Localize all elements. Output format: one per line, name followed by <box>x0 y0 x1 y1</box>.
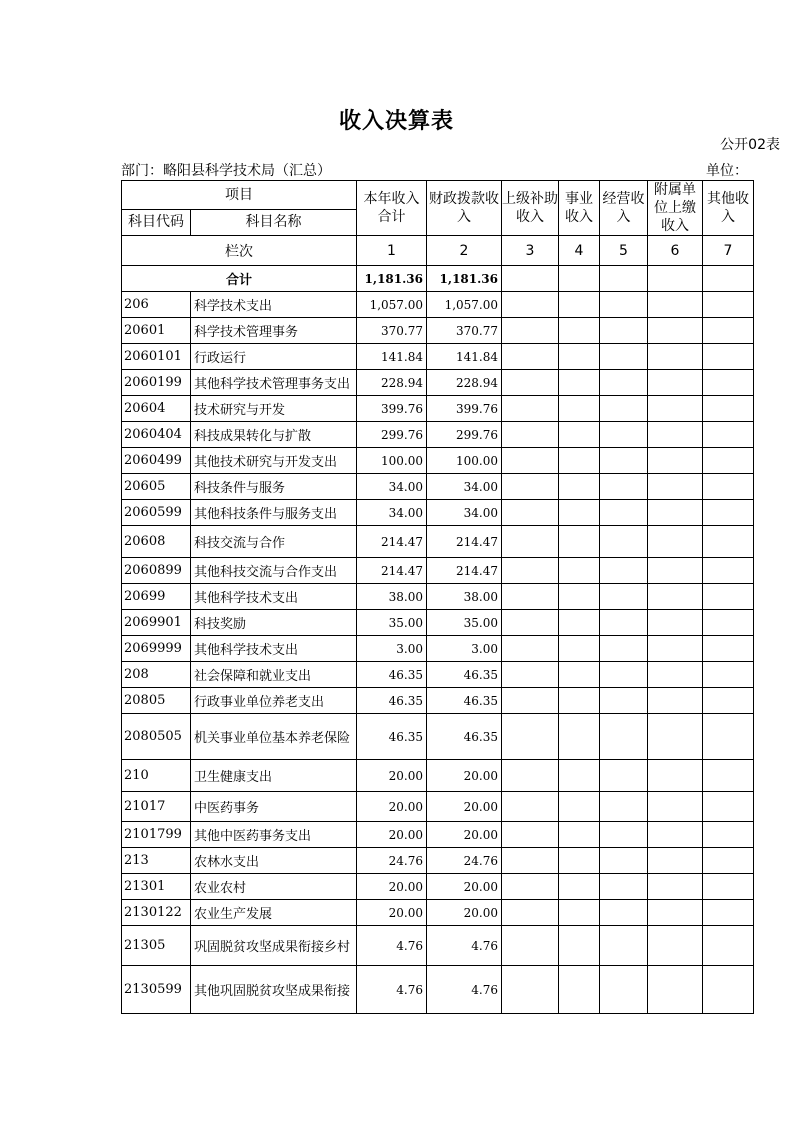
empty-cell <box>559 822 600 848</box>
empty-cell <box>703 662 754 688</box>
total-col2: 1,181.36 <box>427 266 502 292</box>
table-row <box>122 370 754 396</box>
row-fiscal-income: 20.00 <box>427 822 502 848</box>
row-fiscal-income: 370.77 <box>427 318 502 344</box>
row-total-income: 4.76 <box>357 966 427 1014</box>
empty-cell <box>502 966 559 1014</box>
row-fiscal-income: 228.94 <box>427 370 502 396</box>
header-col3: 上级补助收入 <box>502 181 559 236</box>
table-row <box>122 422 754 448</box>
empty-cell <box>703 688 754 714</box>
table-row <box>122 714 754 760</box>
empty-cell <box>703 760 754 792</box>
empty-cell <box>502 900 559 926</box>
header-item: 项目 <box>122 181 357 210</box>
empty-cell <box>648 714 703 760</box>
empty-cell <box>600 558 648 584</box>
row-total-income: 228.94 <box>357 370 427 396</box>
col-index: 3 <box>502 236 559 266</box>
row-fiscal-income: 35.00 <box>427 610 502 636</box>
empty-cell <box>648 688 703 714</box>
row-code: 2060599 <box>122 500 191 526</box>
row-name: 科技成果转化与扩散 <box>191 422 357 448</box>
empty-cell <box>600 760 648 792</box>
row-total-income: 370.77 <box>357 318 427 344</box>
row-name: 其他巩固脱贫攻坚成果衔接 <box>191 966 357 1014</box>
empty-cell <box>703 526 754 558</box>
row-name: 机关事业单位基本养老保险 <box>191 714 357 760</box>
empty-cell <box>703 422 754 448</box>
empty-cell <box>559 422 600 448</box>
empty-cell <box>559 610 600 636</box>
table-row <box>122 318 754 344</box>
empty-cell <box>559 848 600 874</box>
empty-cell <box>600 526 648 558</box>
row-code: 210 <box>122 760 191 792</box>
empty-cell <box>600 448 648 474</box>
empty-cell <box>648 422 703 448</box>
row-name: 其他科学技术支出 <box>191 584 357 610</box>
row-name: 其他中医药事务支出 <box>191 822 357 848</box>
empty-cell <box>559 318 600 344</box>
empty-cell <box>648 926 703 966</box>
form-number: 公开02表 <box>720 137 780 153</box>
empty-cell <box>559 584 600 610</box>
empty-cell <box>703 474 754 500</box>
row-name: 农业生产发展 <box>191 900 357 926</box>
empty-cell <box>502 448 559 474</box>
row-code: 2130599 <box>122 966 191 1014</box>
empty-cell <box>648 318 703 344</box>
empty-cell <box>648 610 703 636</box>
empty-cell <box>703 584 754 610</box>
row-total-income: 46.35 <box>357 662 427 688</box>
empty-cell <box>502 822 559 848</box>
empty-cell <box>502 558 559 584</box>
empty-cell <box>559 344 600 370</box>
row-total-income: 24.76 <box>357 848 427 874</box>
row-fiscal-income: 20.00 <box>427 792 502 822</box>
row-total-income: 20.00 <box>357 760 427 792</box>
row-fiscal-income: 399.76 <box>427 396 502 422</box>
page-title: 收入决算表 <box>338 109 454 134</box>
col-index: 5 <box>600 236 648 266</box>
row-code: 20605 <box>122 474 191 500</box>
empty-cell <box>502 848 559 874</box>
empty-cell <box>648 396 703 422</box>
table-row <box>122 526 754 558</box>
row-total-income: 399.76 <box>357 396 427 422</box>
empty-cell <box>600 636 648 662</box>
table-row <box>122 874 754 900</box>
row-fiscal-income: 38.00 <box>427 584 502 610</box>
empty-cell <box>703 610 754 636</box>
empty-cell <box>559 966 600 1014</box>
empty-cell <box>703 966 754 1014</box>
empty-cell <box>600 926 648 966</box>
total-col1: 1,181.36 <box>357 266 427 292</box>
empty-cell <box>559 396 600 422</box>
empty-cell <box>703 370 754 396</box>
row-name: 农业农村 <box>191 874 357 900</box>
row-fiscal-income: 46.35 <box>427 714 502 760</box>
row-total-income: 299.76 <box>357 422 427 448</box>
row-fiscal-income: 4.76 <box>427 966 502 1014</box>
row-total-income: 38.00 <box>357 584 427 610</box>
row-code: 2080505 <box>122 714 191 760</box>
empty-cell <box>648 344 703 370</box>
table-row <box>122 558 754 584</box>
income-table <box>121 180 754 1014</box>
empty-cell <box>648 370 703 396</box>
row-fiscal-income: 214.47 <box>427 558 502 584</box>
row-fiscal-income: 46.35 <box>427 662 502 688</box>
row-total-income: 141.84 <box>357 344 427 370</box>
empty-cell <box>559 900 600 926</box>
row-fiscal-income: 20.00 <box>427 900 502 926</box>
row-name: 科技奖励 <box>191 610 357 636</box>
header-col2: 财政拨款收入 <box>427 181 502 236</box>
row-code: 21305 <box>122 926 191 966</box>
empty-cell <box>648 900 703 926</box>
empty-cell <box>703 558 754 584</box>
row-name: 其他科学技术管理事务支出 <box>191 370 357 396</box>
row-total-income: 46.35 <box>357 688 427 714</box>
row-total-income: 20.00 <box>357 792 427 822</box>
empty-cell <box>502 266 559 292</box>
row-total-income: 20.00 <box>357 900 427 926</box>
empty-cell <box>648 822 703 848</box>
department-label: 部门：略阳县科学技术局（汇总） <box>121 163 331 179</box>
empty-cell <box>502 370 559 396</box>
table-row <box>122 792 754 822</box>
empty-cell <box>502 526 559 558</box>
empty-cell <box>502 422 559 448</box>
row-fiscal-income: 34.00 <box>427 500 502 526</box>
row-name: 其他技术研究与开发支出 <box>191 448 357 474</box>
empty-cell <box>600 500 648 526</box>
row-name: 科学技术管理事务 <box>191 318 357 344</box>
row-fiscal-income: 46.35 <box>427 688 502 714</box>
table-row <box>122 344 754 370</box>
row-code: 2101799 <box>122 822 191 848</box>
empty-cell <box>600 370 648 396</box>
row-code: 2060101 <box>122 344 191 370</box>
row-code: 20805 <box>122 688 191 714</box>
col-index: 7 <box>703 236 754 266</box>
row-total-income: 214.47 <box>357 558 427 584</box>
row-total-income: 46.35 <box>357 714 427 760</box>
empty-cell <box>502 688 559 714</box>
row-code: 208 <box>122 662 191 688</box>
table-row <box>122 636 754 662</box>
empty-cell <box>600 266 648 292</box>
table-row <box>122 448 754 474</box>
empty-cell <box>600 584 648 610</box>
row-name: 中医药事务 <box>191 792 357 822</box>
empty-cell <box>559 526 600 558</box>
row-name: 技术研究与开发 <box>191 396 357 422</box>
empty-cell <box>648 848 703 874</box>
row-code: 2069901 <box>122 610 191 636</box>
empty-cell <box>600 966 648 1014</box>
col-index: 1 <box>357 236 427 266</box>
row-name: 其他科技条件与服务支出 <box>191 500 357 526</box>
total-label: 合计 <box>122 266 357 292</box>
row-code: 20608 <box>122 526 191 558</box>
empty-cell <box>648 500 703 526</box>
row-fiscal-income: 214.47 <box>427 526 502 558</box>
empty-cell <box>559 792 600 822</box>
table-row <box>122 396 754 422</box>
row-name: 其他科技交流与合作支出 <box>191 558 357 584</box>
row-total-income: 34.00 <box>357 474 427 500</box>
empty-cell <box>502 318 559 344</box>
header-col5: 经营收入 <box>600 181 648 236</box>
empty-cell <box>648 966 703 1014</box>
empty-cell <box>502 584 559 610</box>
empty-cell <box>600 610 648 636</box>
table-row <box>122 500 754 526</box>
empty-cell <box>703 266 754 292</box>
empty-cell <box>502 396 559 422</box>
row-code: 20699 <box>122 584 191 610</box>
empty-cell <box>703 344 754 370</box>
row-fiscal-income: 24.76 <box>427 848 502 874</box>
total-row <box>122 266 754 292</box>
empty-cell <box>559 474 600 500</box>
empty-cell <box>703 714 754 760</box>
table-row <box>122 610 754 636</box>
header-name: 科目名称 <box>191 209 357 235</box>
row-fiscal-income: 1,057.00 <box>427 292 502 318</box>
empty-cell <box>502 636 559 662</box>
empty-cell <box>559 558 600 584</box>
table-row <box>122 688 754 714</box>
row-total-income: 20.00 <box>357 822 427 848</box>
empty-cell <box>600 292 648 318</box>
row-total-income: 34.00 <box>357 500 427 526</box>
row-name: 农林水支出 <box>191 848 357 874</box>
empty-cell <box>703 926 754 966</box>
table-row <box>122 292 754 318</box>
empty-cell <box>703 292 754 318</box>
empty-cell <box>600 714 648 760</box>
empty-cell <box>600 662 648 688</box>
row-code: 20604 <box>122 396 191 422</box>
row-code: 2069999 <box>122 636 191 662</box>
row-total-income: 4.76 <box>357 926 427 966</box>
empty-cell <box>703 500 754 526</box>
empty-cell <box>600 344 648 370</box>
empty-cell <box>703 848 754 874</box>
row-code: 2130122 <box>122 900 191 926</box>
empty-cell <box>703 792 754 822</box>
empty-cell <box>703 448 754 474</box>
empty-cell <box>648 792 703 822</box>
table-row <box>122 966 754 1014</box>
empty-cell <box>648 474 703 500</box>
empty-cell <box>600 822 648 848</box>
row-total-income: 100.00 <box>357 448 427 474</box>
empty-cell <box>648 760 703 792</box>
empty-cell <box>502 292 559 318</box>
empty-cell <box>559 500 600 526</box>
empty-cell <box>648 266 703 292</box>
table-row <box>122 584 754 610</box>
empty-cell <box>559 370 600 396</box>
empty-cell <box>600 848 648 874</box>
empty-cell <box>703 822 754 848</box>
row-code: 2060199 <box>122 370 191 396</box>
empty-cell <box>600 474 648 500</box>
empty-cell <box>600 900 648 926</box>
empty-cell <box>559 874 600 900</box>
row-code: 2060404 <box>122 422 191 448</box>
empty-cell <box>502 474 559 500</box>
empty-cell <box>703 874 754 900</box>
empty-cell <box>703 318 754 344</box>
empty-cell <box>559 714 600 760</box>
table-row <box>122 474 754 500</box>
empty-cell <box>600 874 648 900</box>
table-row <box>122 662 754 688</box>
row-fiscal-income: 20.00 <box>427 760 502 792</box>
row-code: 20601 <box>122 318 191 344</box>
table-row <box>122 848 754 874</box>
empty-cell <box>502 760 559 792</box>
row-code: 21301 <box>122 874 191 900</box>
row-total-income: 20.00 <box>357 874 427 900</box>
empty-cell <box>559 292 600 318</box>
header-col6: 附属单位上缴收入 <box>648 181 703 236</box>
row-name: 其他科学技术支出 <box>191 636 357 662</box>
col-index: 6 <box>648 236 703 266</box>
header-lanci: 栏次 <box>122 236 357 266</box>
row-name: 科技交流与合作 <box>191 526 357 558</box>
empty-cell <box>559 760 600 792</box>
empty-cell <box>559 688 600 714</box>
col-index: 2 <box>427 236 502 266</box>
row-name: 巩固脱贫攻坚成果衔接乡村 <box>191 926 357 966</box>
empty-cell <box>600 318 648 344</box>
empty-cell <box>648 526 703 558</box>
empty-cell <box>559 266 600 292</box>
empty-cell <box>502 874 559 900</box>
row-fiscal-income: 34.00 <box>427 474 502 500</box>
row-total-income: 35.00 <box>357 610 427 636</box>
empty-cell <box>502 792 559 822</box>
row-fiscal-income: 141.84 <box>427 344 502 370</box>
empty-cell <box>502 926 559 966</box>
header-code: 科目代码 <box>122 209 191 235</box>
empty-cell <box>648 584 703 610</box>
row-name: 社会保障和就业支出 <box>191 662 357 688</box>
row-name: 行政事业单位养老支出 <box>191 688 357 714</box>
empty-cell <box>648 662 703 688</box>
row-code: 213 <box>122 848 191 874</box>
empty-cell <box>600 688 648 714</box>
empty-cell <box>648 558 703 584</box>
empty-cell <box>600 422 648 448</box>
row-fiscal-income: 4.76 <box>427 926 502 966</box>
row-name: 科技条件与服务 <box>191 474 357 500</box>
header-col1: 本年收入合计 <box>357 181 427 236</box>
empty-cell <box>559 636 600 662</box>
empty-cell <box>502 500 559 526</box>
row-total-income: 3.00 <box>357 636 427 662</box>
row-total-income: 1,057.00 <box>357 292 427 318</box>
table-row <box>122 926 754 966</box>
table-row <box>122 822 754 848</box>
unit-label: 单位： <box>706 163 748 179</box>
empty-cell <box>648 636 703 662</box>
table-row <box>122 760 754 792</box>
empty-cell <box>703 396 754 422</box>
row-name: 卫生健康支出 <box>191 760 357 792</box>
row-fiscal-income: 3.00 <box>427 636 502 662</box>
empty-cell <box>559 662 600 688</box>
empty-cell <box>559 926 600 966</box>
table-row <box>122 900 754 926</box>
row-name: 行政运行 <box>191 344 357 370</box>
empty-cell <box>648 292 703 318</box>
col-index: 4 <box>559 236 600 266</box>
empty-cell <box>502 662 559 688</box>
empty-cell <box>559 448 600 474</box>
empty-cell <box>600 792 648 822</box>
empty-cell <box>502 610 559 636</box>
empty-cell <box>703 900 754 926</box>
header-col7: 其他收入 <box>703 181 754 236</box>
row-name: 科学技术支出 <box>191 292 357 318</box>
row-code: 2060899 <box>122 558 191 584</box>
empty-cell <box>648 874 703 900</box>
row-fiscal-income: 299.76 <box>427 422 502 448</box>
row-total-income: 214.47 <box>357 526 427 558</box>
row-fiscal-income: 100.00 <box>427 448 502 474</box>
row-fiscal-income: 20.00 <box>427 874 502 900</box>
empty-cell <box>648 448 703 474</box>
empty-cell <box>502 714 559 760</box>
row-code: 2060499 <box>122 448 191 474</box>
row-code: 21017 <box>122 792 191 822</box>
header-col4: 事业收入 <box>559 181 600 236</box>
empty-cell <box>600 396 648 422</box>
empty-cell <box>502 344 559 370</box>
empty-cell <box>703 636 754 662</box>
row-code: 206 <box>122 292 191 318</box>
